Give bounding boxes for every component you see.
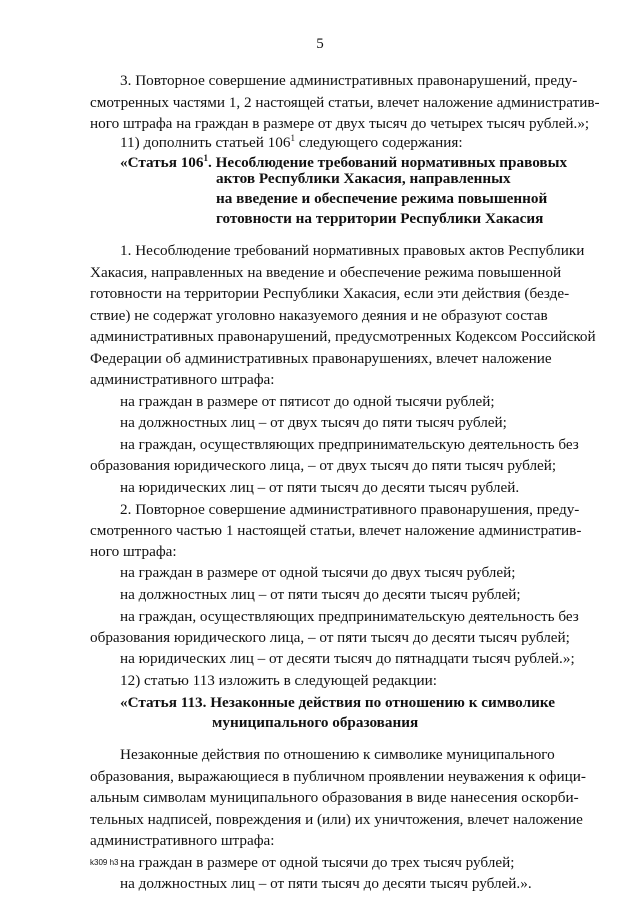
text-line: готовности на территории Республики Хакасия, если эти действия (безде- xyxy=(90,285,570,302)
text-line: на граждан в размере от одной тысячи до трех тысяч рублей; xyxy=(120,854,515,871)
text-line: на юридических лиц – от пяти тысяч до десяти тысяч рублей. xyxy=(120,479,520,496)
text-line: административного штрафа: xyxy=(90,832,275,849)
text-line: 3. Повторное совершение административных правонарушений, преду- xyxy=(120,72,578,89)
article-heading-line: муниципального образования xyxy=(212,714,419,731)
text-line: на должностных лиц – от двух тысяч до пяти тысяч рублей; xyxy=(120,414,507,431)
text-line: тельных надписей, повреждения и (или) их уничтожения, влечет наложение xyxy=(90,811,583,828)
text-line: на юридических лиц – от десяти тысяч до пятнадцати тысяч рублей.»; xyxy=(120,650,575,667)
page-number: 5 xyxy=(316,36,324,52)
text-line: смотренных частями 1, 2 настоящей статьи, влечет наложение административ- xyxy=(90,94,600,111)
text-line: ного штрафа на граждан в размере от двух тысяч до четырех тысяч рублей.»; xyxy=(90,115,590,132)
document-code: k309 h3 xyxy=(90,858,119,867)
text-line: 2. Повторное совершение административного правонарушения, преду- xyxy=(120,501,580,518)
heading-text: «Статья 106 xyxy=(120,154,204,172)
text-line: образования юридического лица, – от пяти тысяч до десяти тысяч рублей; xyxy=(90,629,570,646)
heading-text: . Несоблюдение требований нормативных правовых xyxy=(208,154,568,172)
text-line: ного штрафа: xyxy=(90,543,177,560)
text-line: на должностных лиц – от пяти тысяч до десяти тысяч рублей.». xyxy=(120,875,532,892)
text-line: административных правонарушений, предусмотренных Кодексом Российской xyxy=(90,328,596,345)
superscript: 1 xyxy=(290,133,295,143)
text-line: образования юридического лица, – от двух тысяч до пяти тысяч рублей; xyxy=(90,457,557,474)
text-line: на граждан в размере от одной тысячи до двух тысяч рублей; xyxy=(120,564,516,581)
text-line: административного штрафа: xyxy=(90,371,275,388)
text-line: смотренного частью 1 настоящей статьи, влечет наложение административ- xyxy=(90,522,582,539)
text-span: 11) дополнить статьей 106 xyxy=(120,134,291,152)
text-line: Федерации об административных правонарушениях, влечет наложение xyxy=(90,350,552,367)
article-heading-line: готовности на территории Республики Хакасия xyxy=(216,210,544,227)
article-heading-line: на введение и обеспечение режима повышенной xyxy=(216,190,548,207)
text-line: образования, выражающиеся в публичном проявлении неуважения к офици- xyxy=(90,768,586,785)
text-line: Незаконные действия по отношению к символике муниципального xyxy=(120,746,555,763)
article-heading-line: актов Республики Хакасия, направленных xyxy=(216,170,511,187)
text-line: 1. Несоблюдение требований нормативных правовых актов Республики xyxy=(120,242,585,259)
text-line: альным символам муниципального образования в виде нанесения оскорби- xyxy=(90,789,579,806)
superscript: 1 xyxy=(203,153,208,163)
text-line: Хакасия, направленных на введение и обеспечение режима повышенной xyxy=(90,264,562,281)
text-line: на граждан, осуществляющих предпринимательскую деятельность без xyxy=(120,436,579,453)
text-line: на граждан, осуществляющих предпринимательскую деятельность без xyxy=(120,608,579,625)
text-line: на должностных лиц – от пяти тысяч до десяти тысяч рублей; xyxy=(120,586,521,603)
text-line: ствие) не содержат уголовно наказуемого деяния и не образуют состав xyxy=(90,307,548,324)
text-line: 12) статью 113 изложить в следующей редакции: xyxy=(120,672,438,689)
text-line: на граждан в размере от пятисот до одной тысячи рублей; xyxy=(120,393,495,410)
text-span: следующего содержания: xyxy=(294,134,463,152)
article-heading: «Статья 113. Незаконные действия по отношению к символике xyxy=(120,694,555,711)
